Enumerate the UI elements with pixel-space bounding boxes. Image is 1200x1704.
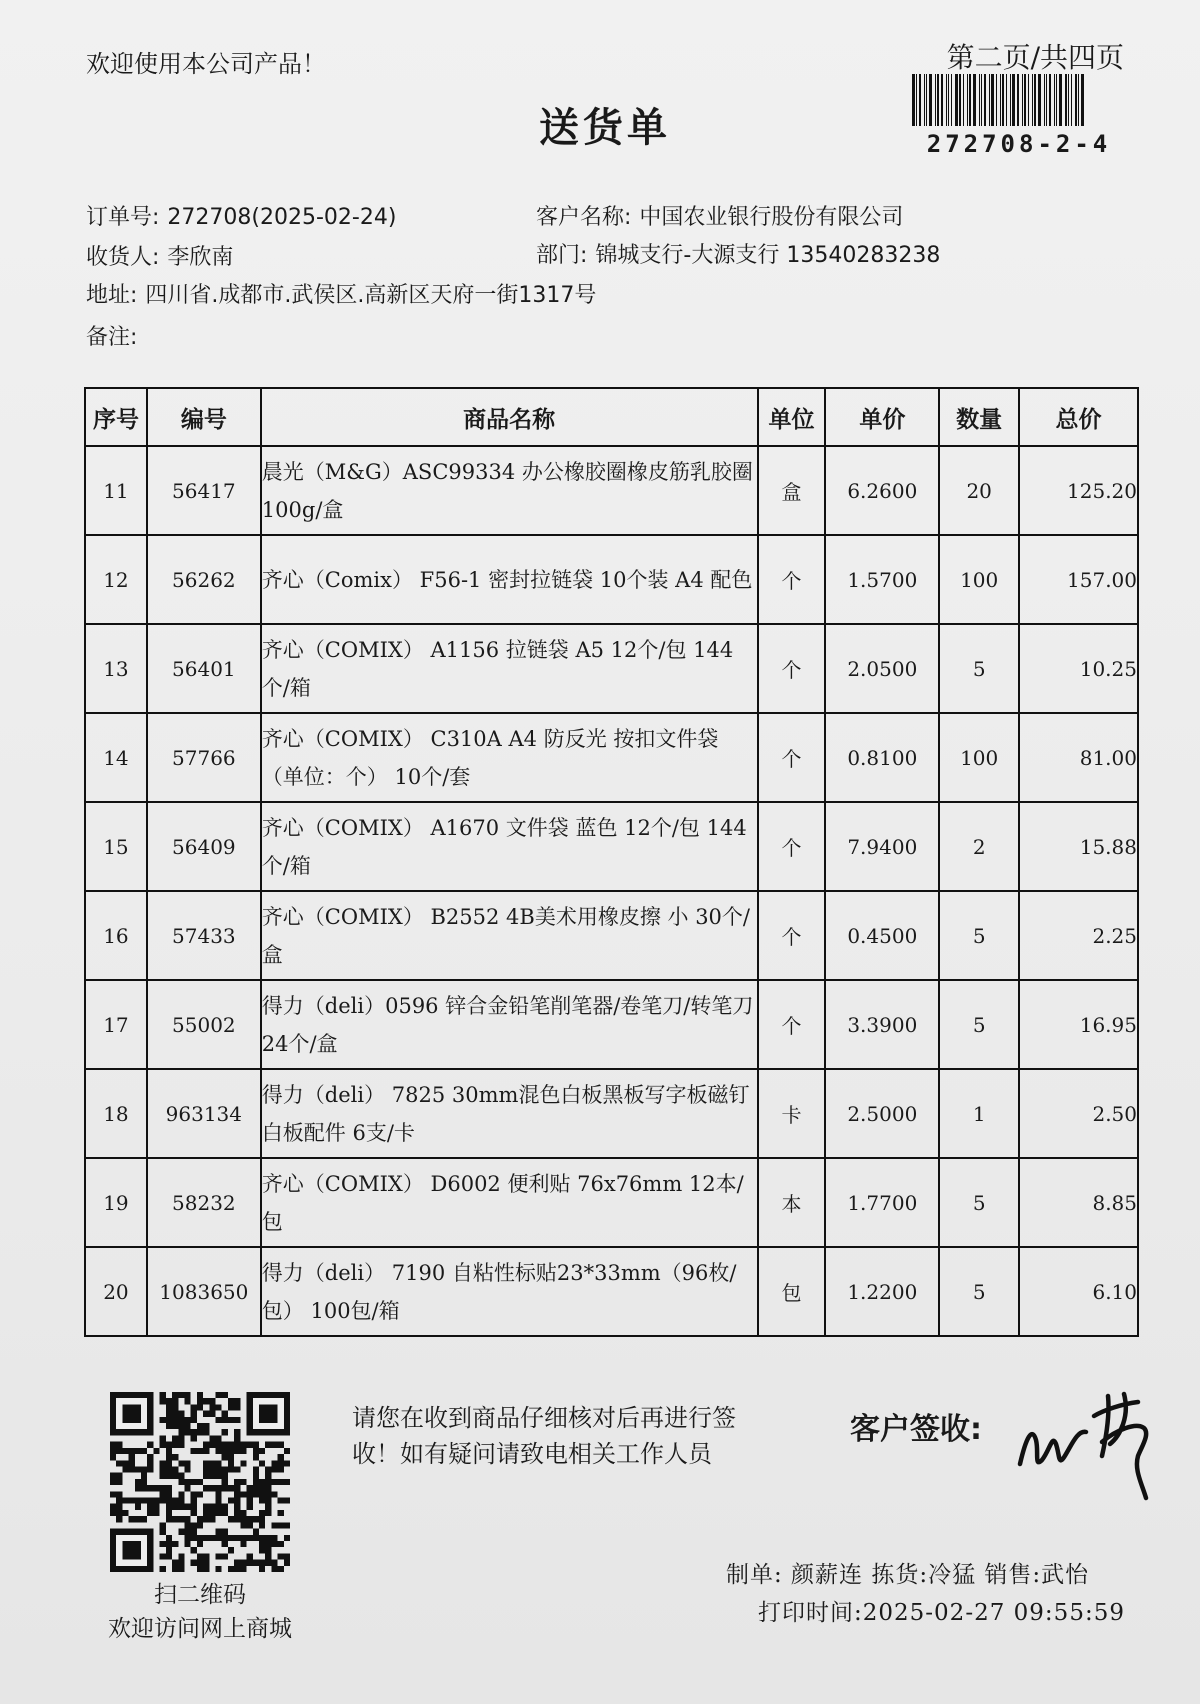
cell-code: 56401 — [147, 624, 261, 713]
cell-total: 81.00 — [1019, 713, 1138, 802]
page-indicator: 第二页/共四页 — [946, 41, 1124, 74]
cell-code: 56409 — [147, 802, 261, 891]
header-code: 编号 — [147, 388, 261, 446]
header-seq: 序号 — [85, 388, 147, 446]
cell-product-name: 齐心（Comix） F56-1 密封拉链袋 10个装 A4 配色 — [261, 535, 758, 624]
table-row — [85, 802, 1138, 891]
customer-signature-label: 客户签收: — [850, 1412, 982, 1447]
table-row — [85, 713, 1138, 802]
header-unit: 单位 — [758, 388, 826, 446]
cell-code: 1083650 — [147, 1247, 261, 1336]
cell-unit-price: 1.2200 — [825, 1247, 939, 1336]
receiver-row — [86, 240, 233, 271]
cell-code: 963134 — [147, 1069, 261, 1158]
cell-unit: 包 — [758, 1247, 826, 1336]
handwritten-signature — [1012, 1386, 1162, 1506]
header-unit-price: 单价 — [825, 388, 939, 446]
cell-total: 125.20 — [1019, 446, 1138, 535]
cell-product-name: 齐心（COMIX） A1670 文件袋 蓝色 12个/包 144个/箱 — [261, 802, 758, 891]
cell-product-name: 齐心（COMIX） C310A A4 防反光 按扣文件袋（单位：个） 10个/套 — [261, 713, 758, 802]
cell-code: 57433 — [147, 891, 261, 980]
table-row — [85, 446, 1138, 535]
cell-quantity: 100 — [939, 535, 1019, 624]
cell-total: 2.25 — [1019, 891, 1138, 980]
qr-caption-line-2: 欢迎访问网上商城 — [108, 1616, 292, 1642]
cell-quantity: 5 — [939, 980, 1019, 1069]
table-row — [85, 1069, 1138, 1158]
cell-total: 2.50 — [1019, 1069, 1138, 1158]
cell-total: 10.25 — [1019, 624, 1138, 713]
cell-quantity: 100 — [939, 713, 1019, 802]
cell-total: 16.95 — [1019, 980, 1138, 1069]
print-time: 打印时间:2025-02-27 09:55:59 — [758, 1600, 1125, 1626]
cell-unit-price: 2.5000 — [825, 1069, 939, 1158]
check-notice — [352, 1400, 782, 1472]
customer-value: 中国农业银行股份有限公司 — [639, 205, 904, 230]
qr-caption — [90, 1578, 310, 1646]
qr-code-icon[interactable] — [110, 1392, 290, 1572]
cell-unit: 个 — [758, 802, 826, 891]
qr-caption-line-1: 扫二维码 — [154, 1582, 246, 1608]
cell-unit: 个 — [758, 980, 826, 1069]
cell-product-name: 齐心（COMIX） B2552 4B美术用橡皮擦 小 30个/盒 — [261, 891, 758, 980]
cell-unit: 个 — [758, 713, 826, 802]
cell-unit-price: 1.5700 — [825, 535, 939, 624]
cell-quantity: 2 — [939, 802, 1019, 891]
header-total: 总价 — [1019, 388, 1138, 446]
table-row — [85, 1158, 1138, 1247]
cell-seq: 15 — [85, 802, 147, 891]
cell-unit-price: 0.8100 — [825, 713, 939, 802]
cell-quantity: 5 — [939, 891, 1019, 980]
cell-unit-price: 0.4500 — [825, 891, 939, 980]
cell-code: 56262 — [147, 535, 261, 624]
cell-code: 56417 — [147, 446, 261, 535]
cell-product-name: 得力（deli） 7190 自粘性标贴23*33mm（96枚/包） 100包/箱 — [261, 1247, 758, 1336]
cell-code: 55002 — [147, 980, 261, 1069]
welcome-text: 欢迎使用本公司产品！ — [86, 50, 326, 78]
cell-quantity: 5 — [939, 1247, 1019, 1336]
items-table — [84, 387, 1139, 1337]
cell-code: 58232 — [147, 1158, 261, 1247]
cell-unit: 个 — [758, 891, 826, 980]
notice-line-1: 请您在收到商品仔细核对后再进行签 — [352, 1404, 736, 1432]
cell-unit: 本 — [758, 1158, 826, 1247]
cell-quantity: 20 — [939, 446, 1019, 535]
order-number-value: 272708(2025-02-24) — [167, 205, 397, 230]
table-row — [85, 891, 1138, 980]
customer-row — [536, 200, 903, 231]
cell-product-name: 齐心（COMIX） A1156 拉链袋 A5 12个/包 144个/箱 — [261, 624, 758, 713]
cell-unit-price: 3.3900 — [825, 980, 939, 1069]
cell-unit-price: 6.2600 — [825, 446, 939, 535]
table-row — [85, 624, 1138, 713]
remark-label: 备注: — [86, 325, 138, 350]
cell-unit-price: 1.7700 — [825, 1158, 939, 1247]
cell-quantity: 1 — [939, 1069, 1019, 1158]
table-row — [85, 980, 1138, 1069]
cell-quantity: 5 — [939, 624, 1019, 713]
order-number-label: 订单号: — [86, 205, 160, 230]
cell-unit: 个 — [758, 624, 826, 713]
cell-product-name: 得力（deli）0596 锌合金铅笔削笔器/卷笔刀/转笔刀 24个/盒 — [261, 980, 758, 1069]
cell-total: 8.85 — [1019, 1158, 1138, 1247]
cell-seq: 12 — [85, 535, 147, 624]
cell-seq: 19 — [85, 1158, 147, 1247]
header-product-name: 商品名称 — [261, 388, 758, 446]
order-number-row — [86, 200, 396, 231]
receiver-value: 李欣南 — [167, 245, 234, 270]
cell-total: 15.88 — [1019, 802, 1138, 891]
cell-seq: 13 — [85, 624, 147, 713]
cell-seq: 18 — [85, 1069, 147, 1158]
table-row — [85, 535, 1138, 624]
cell-total: 6.10 — [1019, 1247, 1138, 1336]
customer-label: 客户名称: — [536, 205, 632, 230]
cell-unit: 盒 — [758, 446, 826, 535]
cell-unit: 卡 — [758, 1069, 826, 1158]
staff-info: 制单: 颜薪连 拣货:冷猛 销售:武怡 — [726, 1562, 1090, 1588]
table-row — [85, 1247, 1138, 1336]
cell-seq: 16 — [85, 891, 147, 980]
remark-row — [86, 320, 145, 351]
cell-seq: 14 — [85, 713, 147, 802]
cell-unit-price: 7.9400 — [825, 802, 939, 891]
receiver-label: 收货人: — [86, 245, 160, 270]
cell-quantity: 5 — [939, 1158, 1019, 1247]
cell-seq: 17 — [85, 980, 147, 1069]
department-value: 锦城支行-大源支行 13540283238 — [595, 243, 941, 268]
cell-seq: 20 — [85, 1247, 147, 1336]
cell-seq: 11 — [85, 446, 147, 535]
department-label: 部门: — [536, 243, 588, 268]
barcode-number: 272708-2-4 — [926, 130, 1112, 158]
address-value: 四川省.成都市.武侯区.高新区天府一街1317号 — [145, 283, 597, 308]
cell-product-name: 晨光（M&G）ASC99334 办公橡胶圈橡皮筋乳胶圈100g/盒 — [261, 446, 758, 535]
table-header-row — [85, 388, 1138, 446]
notice-line-2: 收！如有疑问请致电相关工作人员 — [352, 1440, 712, 1468]
address-label: 地址: — [86, 283, 138, 308]
header-quantity: 数量 — [939, 388, 1019, 446]
address-row — [86, 278, 596, 309]
barcode-icon — [912, 74, 1126, 126]
cell-unit: 个 — [758, 535, 826, 624]
page-title: 送货单 — [539, 105, 671, 151]
cell-unit-price: 2.0500 — [825, 624, 939, 713]
cell-total: 157.00 — [1019, 535, 1138, 624]
cell-product-name: 得力（deli） 7825 30mm混色白板黑板写字板磁钉白板配件 6支/卡 — [261, 1069, 758, 1158]
department-row — [536, 238, 940, 269]
cell-code: 57766 — [147, 713, 261, 802]
cell-product-name: 齐心（COMIX） D6002 便利贴 76x76mm 12本/包 — [261, 1158, 758, 1247]
